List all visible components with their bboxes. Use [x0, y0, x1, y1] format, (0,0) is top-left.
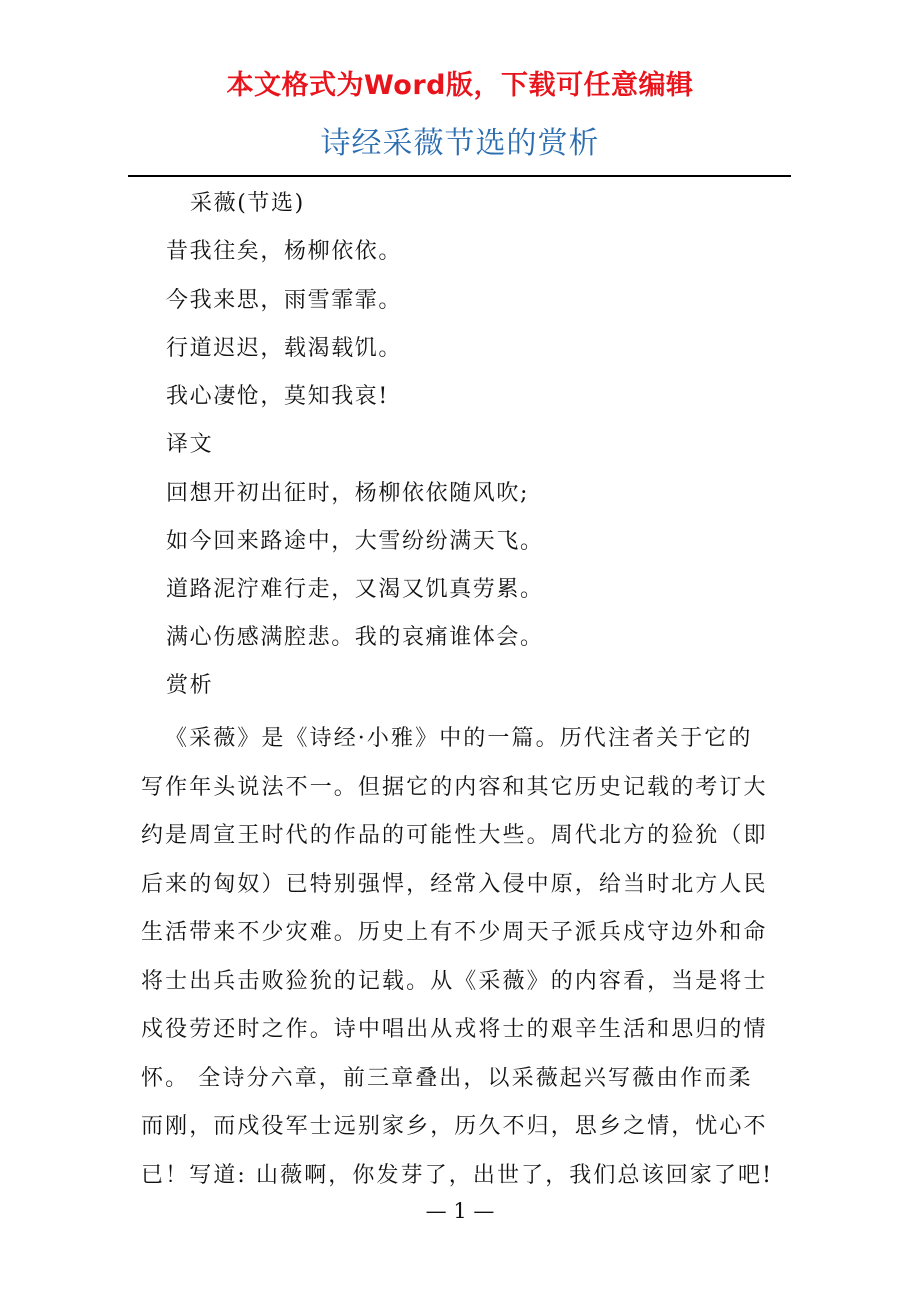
- analysis-line: 生活带来不少灾难。历史上有不少周天子派兵戍守边外和命: [141, 920, 768, 945]
- translation-heading: 译文: [166, 432, 214, 457]
- analysis-line: 将士出兵击败猃狁的记载。从《采薇》的内容看，当是将士: [141, 968, 768, 994]
- analysis-line: 约是周宣王时代的作品的可能性大些。周代北方的猃狁（即: [141, 823, 768, 848]
- analysis-line: 后来的匈奴）已特别强悍，经常入侵中原，给当时北方人民: [141, 871, 768, 897]
- analysis-line: 戍役劳还时之作。诗中唱出从戎将士的艰辛生活和思归的情: [141, 1017, 768, 1042]
- analysis-line: 而刚，而戍役军士远别家乡，历久不归，思乡之情，忧心不: [141, 1114, 768, 1139]
- analysis-line: 已！写道: 山薇啊，你发芽了，出世了，我们总该回家了吧!: [141, 1162, 774, 1188]
- analysis-heading: 赏析: [166, 673, 214, 698]
- translation-line: 如今回来路途中，大雪纷纷满天飞。: [166, 529, 544, 554]
- poem-line: 我心凄怆，莫知我哀!: [166, 384, 389, 409]
- poem-line: 今我来思，雨雪霏霏。: [166, 288, 403, 313]
- header-rule: [128, 175, 791, 177]
- translation-line: 满心伤感满腔悲。我的哀痛谁体会。: [166, 625, 544, 650]
- page-number: — 1 —: [425, 1199, 495, 1223]
- poem-line: 昔我往矣，杨柳依依。: [166, 239, 403, 264]
- analysis-line: 写作年头说法不一。但据它的内容和其它历史记载的考订大: [141, 774, 768, 800]
- poem-heading: 采薇(节选): [190, 191, 305, 216]
- analysis-line: 《采薇》是《诗经·小雅》中的一篇。历代注者关于它的: [165, 726, 753, 751]
- document-title: 诗经采薇节选的赏析: [320, 126, 600, 161]
- translation-line: 回想开初出征时，杨柳依依随风吹;: [166, 481, 530, 506]
- analysis-paragraph: [141, 715, 782, 1200]
- analysis-line: 怀。 全诗分六章，前三章叠出，以采薇起兴写薇由作而柔: [141, 1065, 753, 1091]
- poem-line: 行道迟迟，载渴载饥。: [166, 336, 403, 361]
- translation-line: 道路泥泞难行走，又渴又饥真劳累。: [166, 577, 544, 602]
- format-notice: 本文格式为Word版，下载可任意编辑: [226, 70, 694, 101]
